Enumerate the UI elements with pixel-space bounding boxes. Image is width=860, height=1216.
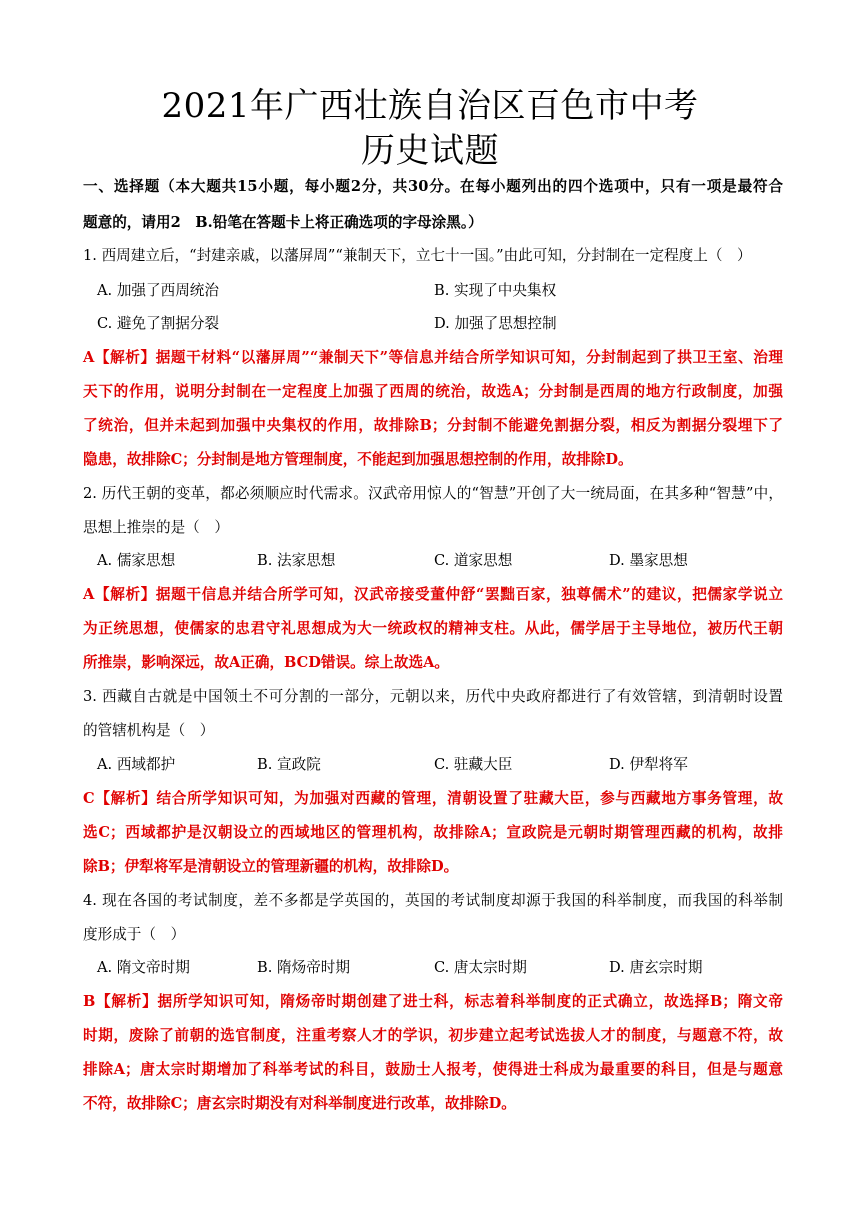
section-heading: 一、选择题（本大题共15小题，每小题2分，共30分。在每小题列出的四个选项中，只有一项是最符合 [83, 178, 783, 195]
question-1-option-b: B. 实现了中央集权 [434, 282, 557, 299]
question-4-analysis: 时期，废除了前朝的选官制度，注重考察人才的学识，初步建立起考试选拔人才的制度，与题意不符，故 [83, 1027, 783, 1044]
question-2-stem: 2. 历代王朝的变革，都必须顺应时代需求。汉武帝用惊人的“智慧”开创了大一统局面，在其多种“智慧”中， [83, 485, 783, 502]
question-3-option-a: A. 西域都护 [97, 756, 176, 773]
question-1-stem: 1. 西周建立后，“封建亲戚，以藩屏周”“兼制天下，立七十一国。”由此可知，分封制在一定程度上（ ） [83, 247, 752, 264]
question-1-option-a: A. 加强了西周统治 [97, 282, 219, 299]
question-2-option-b: B. 法家思想 [257, 552, 336, 569]
question-1-analysis: 隐患，故排除C；分封制是地方管理制度，不能起到加强思想控制的作用，故排除D。 [83, 451, 633, 468]
question-4-analysis: B【解析】据所学知识可知，隋炀帝时期创建了进士科，标志着科举制度的正式确立，故选择B；隋文帝 [83, 993, 783, 1010]
question-2-option-c: C. 道家思想 [434, 552, 513, 569]
question-1-analysis: A【解析】据题干材料“以藩屏周”“兼制天下”等信息并结合所学知识可知，分封制起到了拱卫王室、治理 [83, 349, 783, 366]
question-3-option-b: B. 宣政院 [257, 756, 321, 773]
question-3-stem: 的管辖机构是（ ） [83, 722, 215, 739]
question-2-option-d: D. 墨家思想 [609, 552, 688, 569]
question-3-option-c: C. 驻藏大臣 [434, 756, 513, 773]
question-3-stem: 3. 西藏自古就是中国领土不可分割的一部分，元朝以来，历代中央政府都进行了有效管辖，到清朝时设置 [83, 688, 783, 705]
question-4-option-d: D. 唐玄宗时期 [609, 959, 703, 976]
question-4-option-c: C. 唐太宗时期 [434, 959, 527, 976]
document-title: 2021年广西壮族自治区百色市中考 [161, 86, 699, 126]
section-heading-cont: 题意的，请用2 B.铅笔在答题卡上将正确选项的字母涂黑。） [83, 214, 483, 231]
question-2-analysis: 所推崇，影响深远，故A正确，BCD错误。综上故选A。 [83, 654, 449, 671]
question-1-option-d: D. 加强了思想控制 [434, 315, 557, 332]
question-1-analysis: 了统治，但并未起到加强中央集权的作用，故排除B；分封制不能避免割据分裂，相反为割据分裂埋下了 [83, 417, 783, 434]
question-2-option-a: A. 儒家思想 [97, 552, 176, 569]
document-subtitle: 历史试题 [361, 131, 499, 171]
question-2-stem: 思想上推崇的是（ ） [83, 519, 229, 536]
question-4-option-b: B. 隋炀帝时期 [257, 959, 350, 976]
question-3-option-d: D. 伊犁将军 [609, 756, 688, 773]
question-4-stem: 4. 现在各国的考试制度，差不多都是学英国的，英国的考试制度却源于我国的科举制度，而我国的科举制 [83, 892, 783, 909]
question-4-option-a: A. 隋文帝时期 [97, 959, 190, 976]
question-3-analysis: 选C；西域都护是汉朝设立的西域地区的管理机构，故排除A；宣政院是元朝时期管理西藏的机构，故排 [83, 824, 783, 841]
question-2-analysis: A【解析】据题干信息并结合所学可知，汉武帝接受董仲舒“罢黜百家，独尊儒术”的建议，把儒家学说立 [83, 586, 783, 603]
question-4-stem: 度形成于（ ） [83, 926, 186, 943]
question-4-analysis: 不符，故排除C；唐玄宗时期没有对科举制度进行改革，故排除D。 [83, 1095, 516, 1112]
question-1-option-c: C. 避免了割据分裂 [97, 315, 220, 332]
question-4-analysis: 排除A；唐太宗时期增加了科举考试的科目，鼓励士人报考，使得进士科成为最重要的科目，但是与题意 [83, 1061, 783, 1078]
question-3-analysis: 除B；伊犁将军是清朝设立的管理新疆的机构，故排除D。 [83, 858, 459, 875]
question-1-analysis: 天下的作用，说明分封制在一定程度上加强了西周的统治，故选A；分封制是西周的地方行政制度，加强 [83, 383, 783, 400]
question-2-analysis: 为正统思想，使儒家的忠君守礼思想成为大一统政权的精神支柱。从此，儒学居于主导地位，被历代王朝 [83, 620, 783, 637]
question-3-analysis: C【解析】结合所学知识可知，为加强对西藏的管理，清朝设置了驻藏大臣，参与西藏地方事务管理，故 [83, 790, 783, 807]
